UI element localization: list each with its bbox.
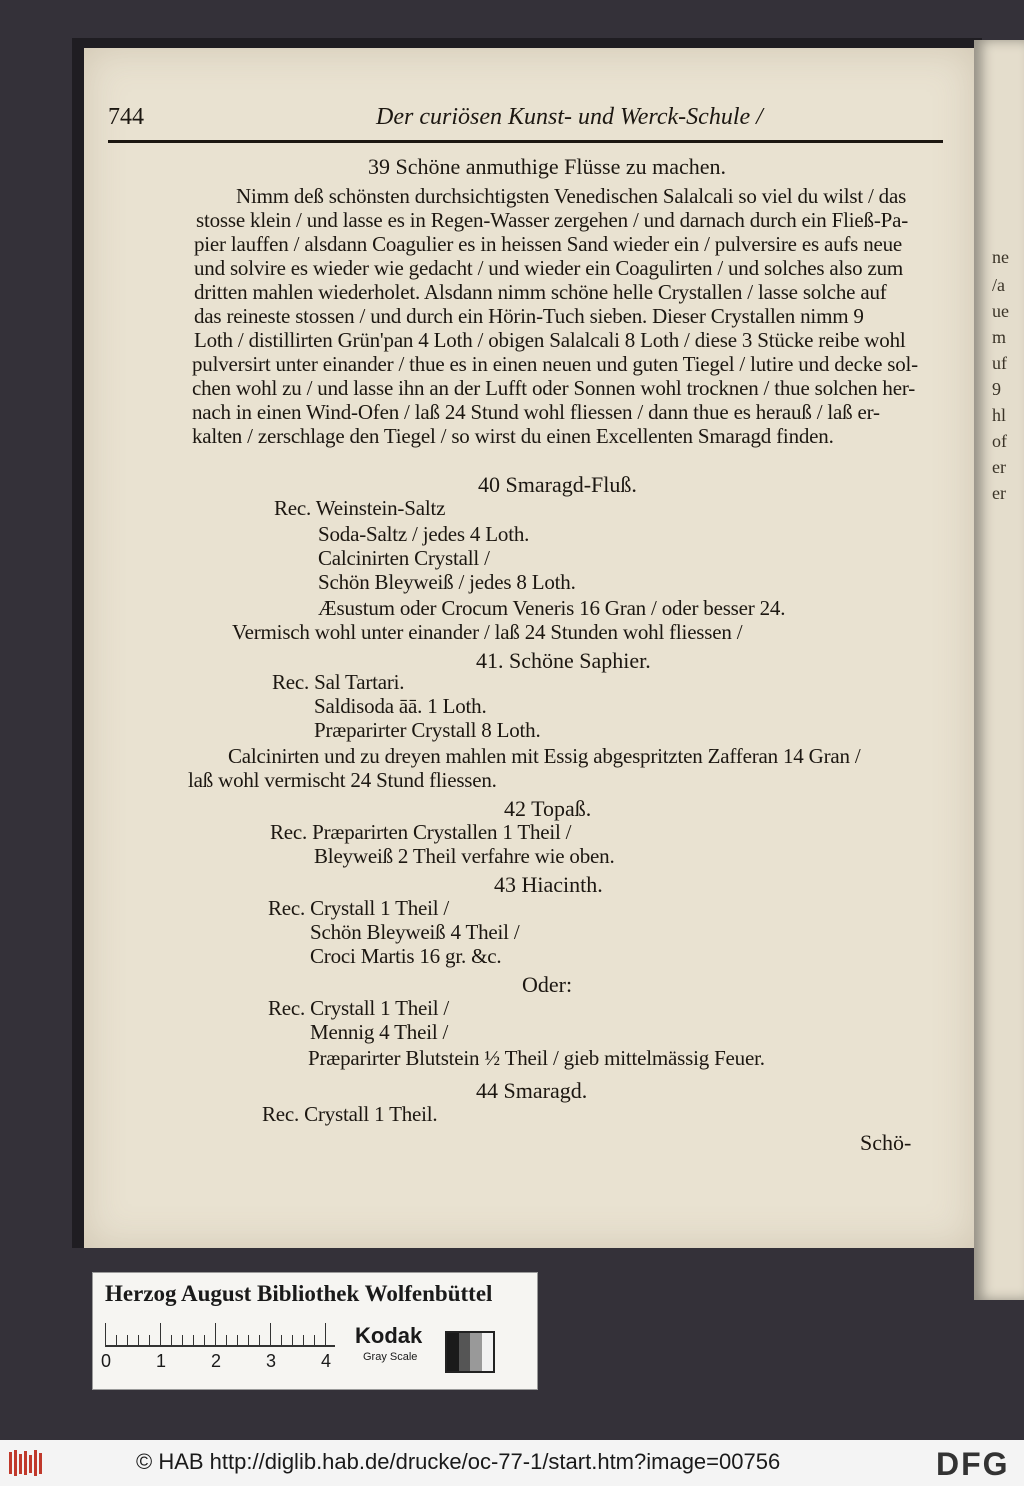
running-title: Der curiösen Kunst- und Werck-Schule /	[376, 104, 763, 130]
recipe-line: Rec. Crystall 1 Theil /	[268, 896, 450, 920]
section-heading-42: 42 Topaß.	[504, 796, 592, 821]
body-line: pulversirt unter einander / thue es in einen neuen und guten Tiegel / lutire und decke sol-	[192, 352, 918, 376]
body-line: kalten / zerschlage den Tiegel / so wirst du einen Excellenten Smaragd finden.	[192, 424, 834, 448]
recipe-line: Mennig 4 Theil /	[310, 1020, 449, 1044]
body-line: Nimm deß schönsten durchsichtigsten Venedischen Salalcali so viel du wilst / das	[236, 184, 907, 208]
gray-scale-label: Gray Scale	[363, 1351, 418, 1363]
recipe-line: Rec. Præparirten Crystallen 1 Theil /	[270, 820, 572, 844]
gray-swatches	[445, 1331, 495, 1373]
footer-bar	[0, 1440, 1024, 1486]
body-line: pier lauffen / alsdann Coagulier es in heissen Sand wieder ein / pulversire es aufs neue	[194, 232, 903, 256]
recipe-line: Rec. Crystall 1 Theil.	[262, 1102, 438, 1126]
recipe-line: Præparirter Crystall 8 Loth.	[314, 718, 541, 742]
section-heading-39: 39 Schöne anmuthige Flüsse zu machen.	[368, 154, 727, 179]
running-head	[108, 104, 943, 154]
barcode-logo-icon	[8, 1448, 46, 1478]
scale-number: 0	[101, 1351, 112, 1371]
section-heading-40: 40 Smaragd-Fluß.	[478, 472, 637, 497]
recipe-line: Præparirter Blutstein ½ Theil / gieb mittelmässig Feuer.	[308, 1046, 765, 1070]
body-line: das reineste stossen / und durch ein Hörin-Tuch sieben. Dieser Crystallen nimm 9	[194, 304, 864, 328]
recipe-line: Bleyweiß 2 Theil verfahre wie oben.	[314, 844, 615, 868]
recipe-line: Calcinirten Crystall /	[318, 546, 490, 570]
recipe-line: Saldisoda āā. 1 Loth.	[314, 694, 487, 718]
catchword: Schö-	[860, 1130, 912, 1155]
body-line: laß wohl vermischt 24 Stund fliessen.	[188, 768, 497, 792]
body-line: und solvire es wieder wie gedacht / und wieder ein Coagulirten / und solches also zum	[194, 256, 904, 280]
recipe-line: Rec. Crystall 1 Theil /	[268, 996, 450, 1020]
library-name: Herzog August Bibliothek Wolfenbüttel	[105, 1281, 493, 1306]
recipe-line: Croci Martis 16 gr. &c.	[310, 944, 502, 968]
body-line: Vermisch wohl unter einander / laß 24 Stunden wohl fliessen /	[232, 620, 743, 644]
section-heading-44: 44 Smaragd.	[476, 1078, 588, 1103]
scale-ruler	[105, 1323, 335, 1347]
recipe-line: Rec. Weinstein-Saltz	[274, 496, 446, 520]
recipe-line: Rec. Sal Tartari.	[272, 670, 405, 694]
section-heading-oder: Oder:	[522, 972, 573, 997]
body-line: dritten mahlen wiederholet. Alsdann nimm schöne helle Crystallen / lasse solche auf	[194, 280, 887, 304]
body-line: Loth / distillirten Grün'pan 4 Loth / obigen Salalcali 8 Loth / diese 3 Stücke reibe wohl	[194, 328, 906, 352]
section-heading-43: 43 Hiacinth.	[494, 872, 603, 897]
body-line: chen wohl zu / und lasse ihn an der Lufft oder Sonnen wohl trocknen / thue solchen her-	[192, 376, 916, 400]
dfg-logo: DFG	[936, 1446, 1010, 1482]
scale-number: 3	[266, 1351, 277, 1371]
scale-number: 2	[211, 1351, 222, 1371]
body-line: stosse klein / und lasse es in Regen-Wasser zergehen / und darnach durch ein Fließ-Pa-	[196, 208, 909, 232]
page-number: 744	[108, 104, 144, 130]
header-rule	[108, 140, 943, 143]
recipe-line: Æsustum oder Crocum Veneris 16 Gran / oder besser 24.	[318, 596, 786, 620]
kodak-logo: Kodak	[355, 1323, 423, 1348]
recipe-line: Schön Bleyweiß / jedes 8 Loth.	[318, 570, 576, 594]
recipe-line: Schön Bleyweiß 4 Theil /	[310, 920, 520, 944]
adjacent-page-edge: ne /a ue m uf 9 hl of er er	[974, 40, 1024, 1300]
body-line: nach in einen Wind-Ofen / laß 24 Stund wohl fliessen / dann thue es herauß / laß er-	[192, 400, 880, 424]
recipe-line: Soda-Saltz / jedes 4 Loth.	[318, 522, 530, 546]
copyright-link[interactable]: © HAB http://diglib.hab.de/drucke/oc-77-1/start.htm?image=00756	[136, 1449, 781, 1474]
section-heading-41: 41. Schöne Saphier.	[476, 648, 651, 673]
body-line: Calcinirten und zu dreyen mahlen mit Essig abgespritzten Zafferan 14 Gran /	[228, 744, 861, 768]
scale-number: 1	[156, 1351, 167, 1371]
color-calibration-card	[92, 1272, 538, 1390]
scale-number: 4	[321, 1351, 332, 1371]
